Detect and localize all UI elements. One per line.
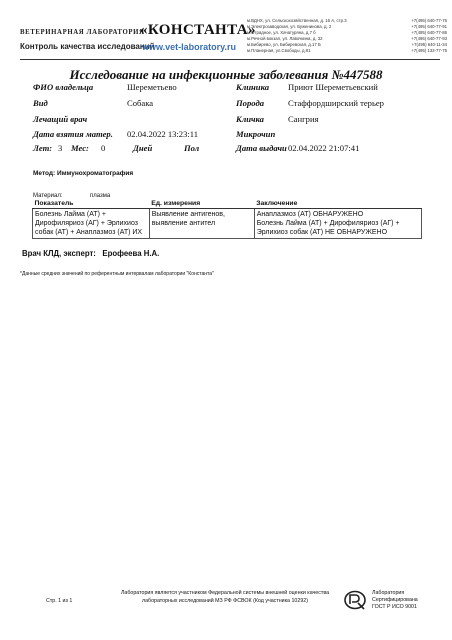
breed-label: Порода <box>236 98 265 108</box>
column-header-conclusion: Заключение <box>254 199 421 209</box>
age-months-value: 0 <box>101 143 106 153</box>
certification-logo-icon <box>344 590 368 615</box>
lab-label: ВЕТЕРИНАРНАЯ ЛАБОРАТОРИЯ <box>20 29 145 36</box>
table-row <box>33 209 422 239</box>
material-value: плазма <box>90 193 111 199</box>
species-label: Вид <box>33 98 48 108</box>
address-row: м.Электрозаводская, ул. Бужениновa, д. 2 +7(495) 640-77-91 <box>247 24 447 29</box>
owner-label: ФИО владельца <box>33 82 94 92</box>
species-value: Собака <box>127 98 154 108</box>
age-days-label: Дней <box>133 143 153 153</box>
age-months-label: Мес: <box>71 143 89 153</box>
conclusion-line-2: Болезнь Лайма (АТ) + Дирофиляриоз (АГ) + Эрлихиоз собак (АТ) НЕ ОБНАРУЖЕНО <box>256 220 400 236</box>
page-number: Стр. 1 из 1 <box>46 598 73 604</box>
sample-date-value: 02.04.2022 13:23:11 <box>127 129 199 139</box>
certification-text: Лаборатория Сертифицирована ГОСТ Р ИСО 9001 <box>372 590 418 610</box>
age-years-label: Лет: <box>33 143 53 153</box>
clinic-value: Приют Шереметьевский <box>288 82 378 92</box>
age-years-value: 3 <box>58 143 63 153</box>
owner-value: Шереметьево <box>127 82 177 92</box>
address-row: м.Бибирево, ул. Бибиревская, д.17 Б +7(495) 640-11-34 <box>247 42 447 47</box>
nickname-label: Кличка <box>236 114 264 124</box>
microchip-label: Микрочип <box>236 129 276 139</box>
footer-text: Лаборатория является участником Федеральной системы внешней оценки качества лабораторных исследований МЗ РФ ФСВОК (Код участника 10292) <box>120 590 330 604</box>
sex-label: Пол <box>184 143 200 153</box>
doctor-signature: Врач КЛД, эксперт: Ерофеева Н.А. <box>22 249 160 258</box>
conclusion-line-1: Анаплазмоз (АТ) ОБНАРУЖЕНО <box>256 211 364 218</box>
address-row: м.Отрадное, ул. Хачатуряна, д.7 б +7(495) 640-77-86 <box>247 30 447 35</box>
lab-brand: «КОНСТАНТА» <box>140 22 256 38</box>
conclusion-cell <box>254 209 421 239</box>
results-table <box>32 199 422 239</box>
method-label: Метод: Иммунохроматография <box>33 170 134 177</box>
table-header-row <box>33 199 422 209</box>
material-label: Материал: <box>33 193 63 199</box>
clinic-label: Клиника <box>236 82 270 92</box>
issue-date-label: Дата выдачи <box>236 143 287 153</box>
address-row: м.Речной вокзал, ул. Лавочкина, д. 32 +7(495) 640-77-93 <box>247 36 447 41</box>
attending-doctor-label: Лечащий врач <box>33 114 88 124</box>
column-header-unit: Ед. измерения <box>149 199 254 209</box>
header-divider <box>20 59 440 60</box>
lab-website-link[interactable]: www.vet-laboratory.ru <box>142 42 237 52</box>
address-row: м.ВДНХ, ул. Сельскохозяйственная, д. 16 А, стр.3 +7(495) 640-77-76 <box>247 18 447 23</box>
reference-note: *Данные средних значений по референтным интервалам лаборатории "Константа" <box>20 271 214 277</box>
report-title: Исследование на инфекционные заболевания №447588 <box>69 67 383 82</box>
breed-value: Стаффордширский терьер <box>288 98 384 108</box>
lab-subtitle: Контроль качества исследований <box>20 42 155 51</box>
address-list <box>247 18 447 54</box>
column-header-indicator: Показатель <box>33 199 150 209</box>
indicator-cell: Болезнь Лайма (АТ) + Дирофиляриоз (АГ) + Эрлихиоз собак (АТ) + Анаплазмоз (АТ) ИХ <box>33 209 150 239</box>
sample-date-label: Дата взятия матер. <box>33 129 113 139</box>
nickname-value: Сангрия <box>288 114 319 124</box>
unit-cell: Выявление антигенов, выявление антител <box>149 209 254 239</box>
issue-date-value: 02.04.2022 21:07:41 <box>288 143 360 153</box>
address-row: м.Планерная, ул.Свободы, д.81 +7(495) 133-77-75 <box>247 48 447 53</box>
